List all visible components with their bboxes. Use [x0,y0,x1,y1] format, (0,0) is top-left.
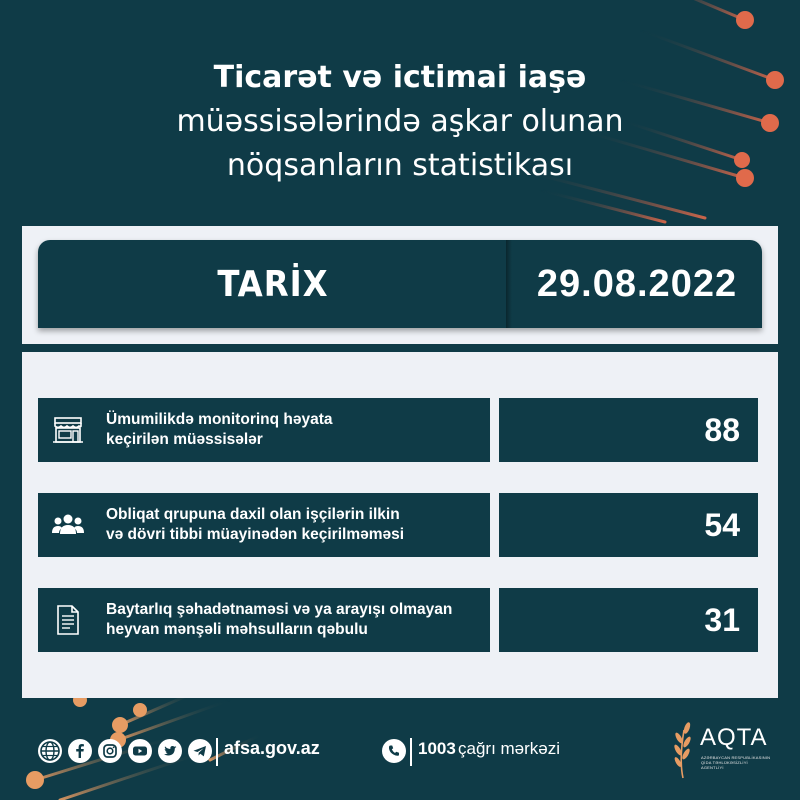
title-line-3: nöqsanların statistikası [226,148,574,183]
logo-name: AQTA [700,724,768,751]
instagram-icon[interactable] [98,739,122,763]
aqta-logo [670,718,782,782]
date-label: TARİX [217,263,329,305]
wheat-icon [670,720,696,780]
stat-row-monitoring [38,398,758,462]
stat-text-line1: Baytarlıq şəhadətnaməsi və ya arayışı olmayan [106,601,453,618]
youtube-icon[interactable] [128,739,152,763]
document-icon [50,602,86,638]
telegram-icon[interactable] [188,739,212,763]
group-icon [50,507,86,543]
title-line-2: müəssisələrində aşkar olunan [176,104,624,139]
date-card [22,226,778,344]
stat-text-line1: Ümumilikdə monitorinq həyata [106,411,333,428]
stat-value: 88 [499,398,758,462]
date-value: 29.08.2022 [536,262,738,305]
footer-separator [410,738,412,766]
stat-text [106,398,481,462]
stat-row-medical-exam [38,493,758,557]
stat-text-line2: və dövri tibbi müayinədən keçirilməməsi [106,526,405,543]
stats-card [22,352,778,698]
page-title [0,56,800,188]
date-banner [38,240,762,328]
stat-label-box [38,588,490,652]
stat-text-line2: heyvan mənşəli məhsulların qəbulu [106,621,368,638]
store-icon [50,412,86,448]
stat-text [106,588,481,652]
stat-text [106,493,481,557]
facebook-icon[interactable] [68,739,92,763]
stat-text-line1: Obliqat qrupuna daxil olan işçilərin ilkin [106,506,400,523]
stat-value: 31 [499,588,758,652]
call-center-number[interactable]: 1003 [418,739,456,758]
stat-label-box [38,493,490,557]
title-line-1: Ticarət və ictimai iaşə [213,60,587,95]
logo-subtitle: AZƏRBAYCAN RESPUBLİKASININ QİDA TƏHLÜKƏSİZLİYİ AGENTLİYİ [701,755,771,770]
stat-text-line2: keçirilən müəssisələr [106,431,263,448]
stat-value: 54 [499,493,758,557]
website-link[interactable]: afsa.gov.az [224,738,320,758]
phone-icon [382,739,406,763]
stat-label-box [38,398,490,462]
call-center-label: çağrı mərkəzi [458,739,561,758]
stat-row-veterinary [38,588,758,652]
globe-icon[interactable] [38,739,62,763]
twitter-icon[interactable] [158,739,182,763]
footer-separator [216,738,218,766]
